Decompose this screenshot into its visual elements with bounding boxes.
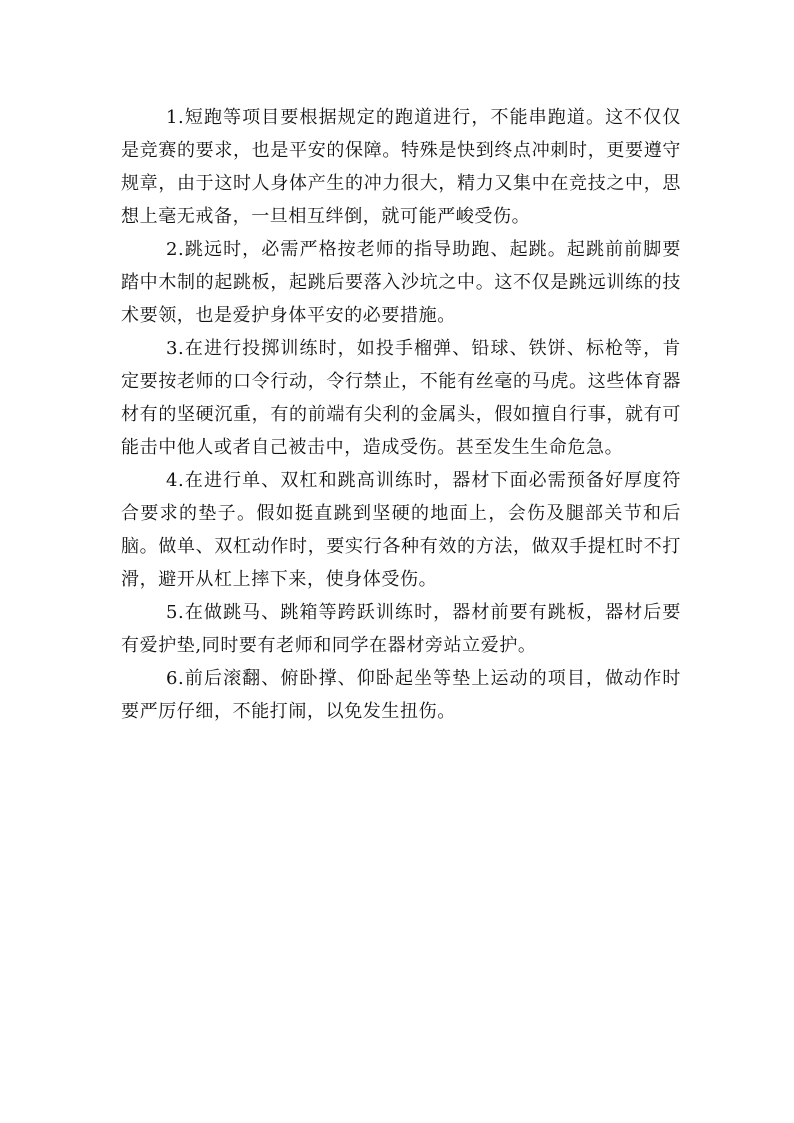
paragraph-bars-high-jump-safety: 4.在进行单、双杠和跳高训练时，器材下面必需预备好厚度符合要求的垫子。假如挺直跳到坚硬的地面上，会伤及腿部关节和后脑。做单、双杠动作时，要实行各种有效的方法，做双手提杠时不打滑，避开从杠上摔下来，使身体受伤。	[121, 470, 681, 590]
document-body	[121, 101, 681, 728]
paragraph-sprint-safety: 1.短跑等项目要根据规定的跑道进行，不能串跑道。这不仅仅是竞赛的要求，也是平安的保障。特殊是快到终点冲刺时，更要遵守规章，由于这时人身体产生的冲力很大，精力又集中在竞技之中，思想上毫无戒备，一旦相互绊倒，就可能严峻受伤。	[121, 107, 681, 227]
paragraph-long-jump-safety: 2.跳远时，必需严格按老师的指导助跑、起跳。起跳前前脚要踏中木制的起跳板，起跳后要落入沙坑之中。这不仅是跳远训练的技术要领，也是爱护身体平安的必要措施。	[121, 239, 681, 326]
paragraph-throwing-safety: 3.在进行投掷训练时，如投手榴弹、铅球、铁饼、标枪等，肯定要按老师的口令行动，令行禁止，不能有丝毫的马虎。这些体育器材有的坚硬沉重，有的前端有尖利的金属头，假如擅自行事，就有可能击中他人或者自己被击中，造成受伤。甚至发生生命危急。	[121, 338, 681, 458]
paragraph-mat-exercise-safety: 6.前后滚翻、俯卧撑、仰卧起坐等垫上运动的项目，做动作时要严厉仔细，不能打闹，以免发生扭伤。	[121, 668, 681, 722]
paragraph-vaulting-safety: 5.在做跳马、跳箱等跨跃训练时，器材前要有跳板，器材后要有爱护垫,同时要有老师和同学在器材旁站立爱护。	[121, 602, 681, 656]
